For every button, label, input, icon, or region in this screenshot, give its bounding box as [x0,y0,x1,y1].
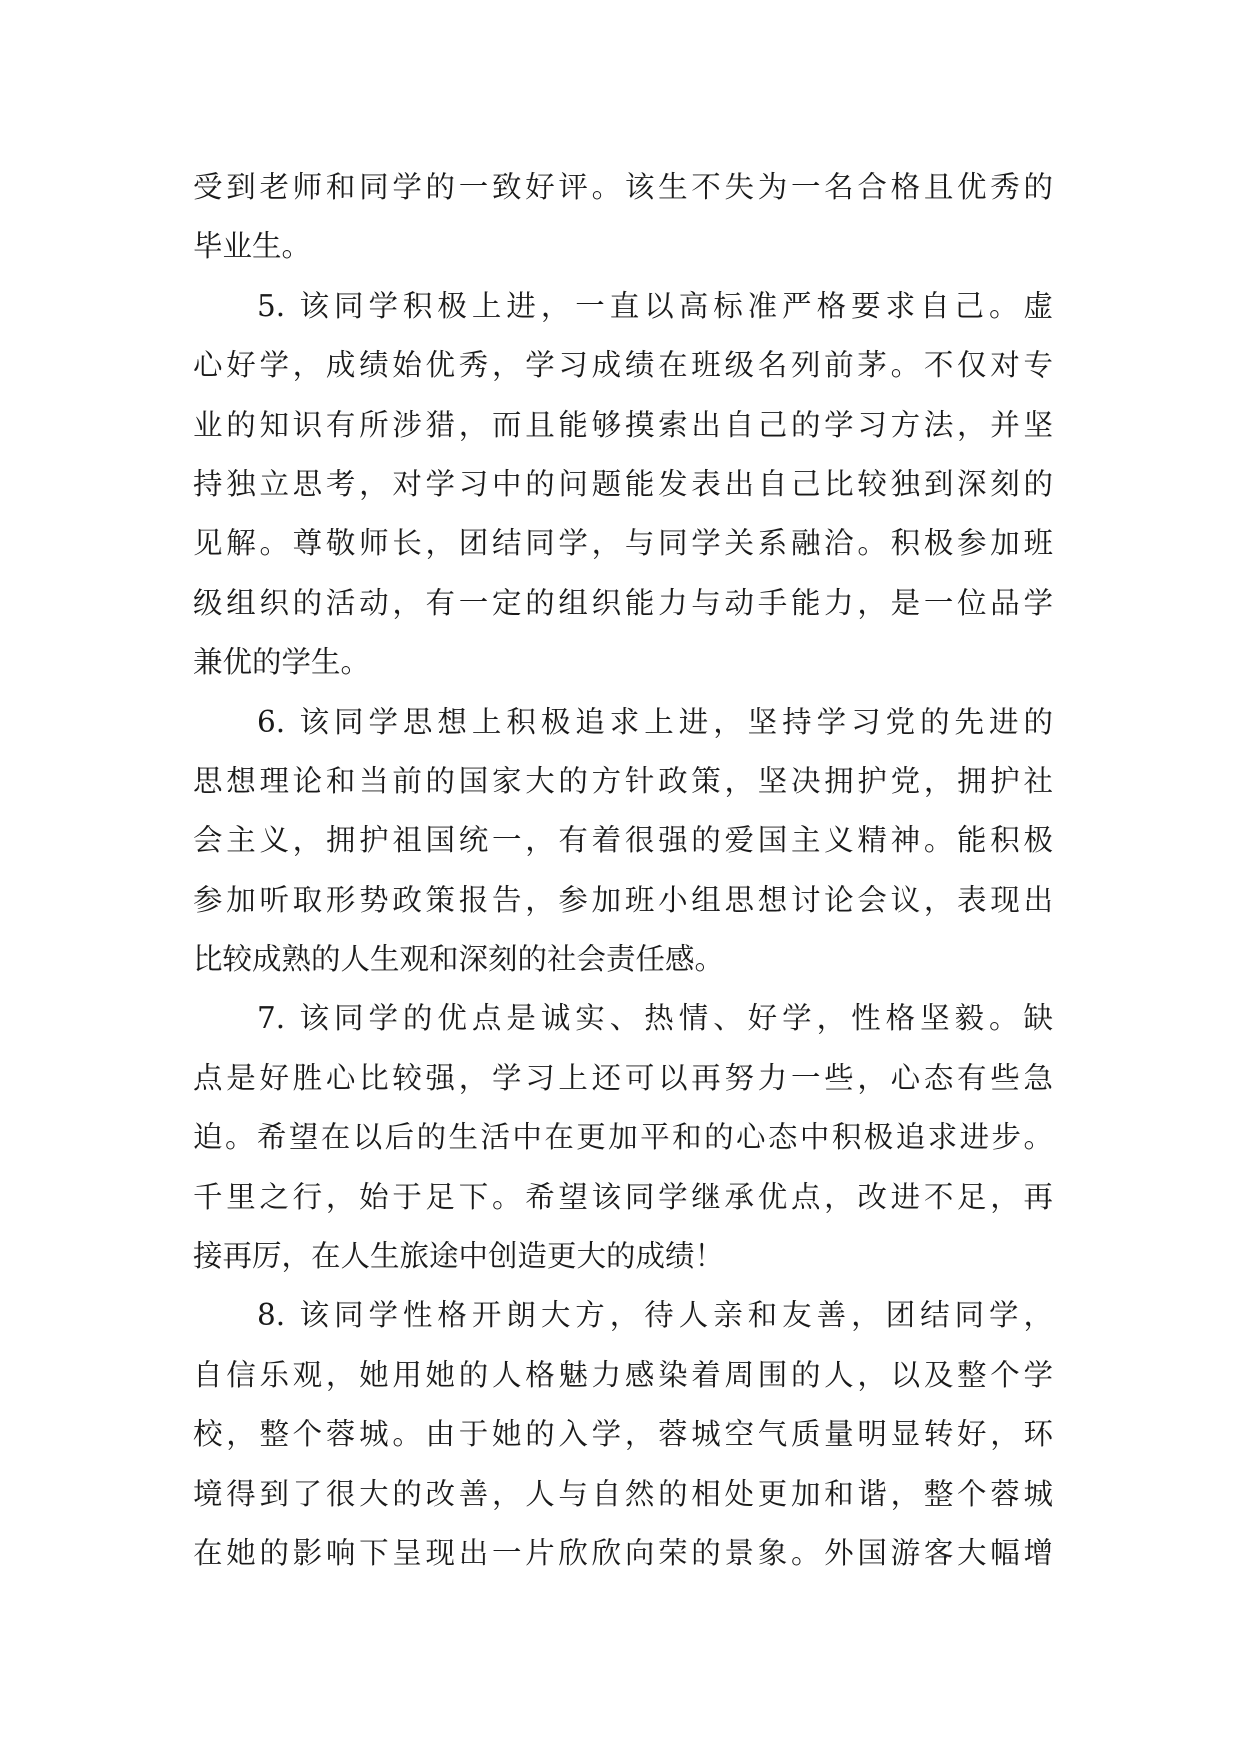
text-line: 8. 该同学性格开朗大方，待人亲和友善，团结同学， [257,1298,1053,1333]
text-line: 5. 该同学积极上进，一直以高标准严格要求自己。虚 [257,288,1053,323]
text-line: 境得到了很大的改善，人与自然的相处更加和谐，整个蓉城 [193,1476,1053,1511]
document-body [193,158,1053,1583]
text-line: 持独立思考，对学习中的问题能发表出自己比较独到深刻的 [193,466,1053,501]
text-line: 会主义，拥护祖国统一，有着很强的爱国主义精神。能积极 [193,823,1053,858]
paragraph [193,693,1053,990]
text-line: 校，整个蓉城。由于她的入学，蓉城空气质量明显转好，环 [193,1417,1053,1452]
text-line: 级组织的活动，有一定的组织能力与动手能力，是一位品学 [193,585,1053,620]
text-line: 在她的影响下呈现出一片欣欣向荣的景象。外国游客大幅增 [193,1535,1053,1570]
paragraph [193,1286,1053,1583]
paragraph [193,158,1053,277]
text-line: 毕业生。 [193,229,312,264]
text-line: 自信乐观，她用她的人格魅力感染着周围的人，以及整个学 [193,1357,1053,1392]
text-line: 7. 该同学的优点是诚实、热情、好学，性格坚毅。缺 [257,1001,1053,1036]
text-line: 参加听取形势政策报告，参加班小组思想讨论会议，表现出 [193,882,1053,917]
paragraph [193,277,1053,693]
text-line: 兼优的学生。 [193,645,371,680]
text-line: 比较成熟的人生观和深刻的社会责任感。 [193,942,725,977]
text-line: 接再厉，在人生旅途中创造更大的成绩！ [193,1239,725,1274]
text-line: 6. 该同学思想上积极追求上进，坚持学习党的先进的 [257,704,1053,739]
text-line: 心好学，成绩始优秀，学习成绩在班级名列前茅。不仅对专 [193,348,1053,383]
text-line: 点是好胜心比较强，学习上还可以再努力一些，心态有些急 [193,1060,1053,1095]
text-line: 业的知识有所涉猎，而且能够摸索出自己的学习方法，并坚 [193,407,1053,442]
text-line: 迫。希望在以后的生活中在更加平和的心态中积极追求进步。 [193,1120,1053,1155]
paragraph [193,989,1053,1286]
text-line: 思想理论和当前的国家大的方针政策，坚决拥护党，拥护社 [193,763,1053,798]
text-line: 见解。尊敬师长，团结同学，与同学关系融洽。积极参加班 [193,526,1053,561]
text-line: 受到老师和同学的一致好评。该生不失为一名合格且优秀的 [193,170,1053,204]
text-line: 千里之行，始于足下。希望该同学继承优点，改进不足，再 [193,1179,1053,1214]
